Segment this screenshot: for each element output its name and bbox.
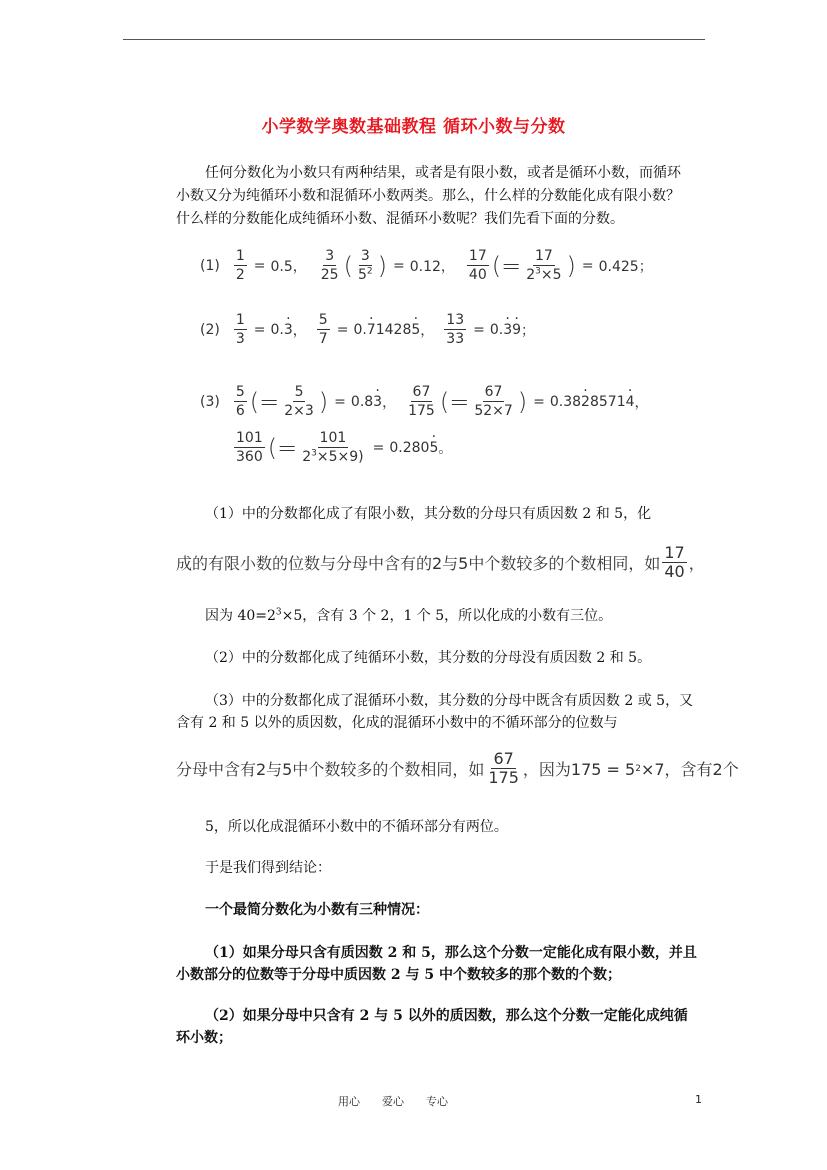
fraction: $\frac{5}{7}$ [318, 312, 328, 347]
conclusion-title: 一个最简分数化为小数有三种情况： [205, 902, 429, 918]
example-1: (1) $\frac{1}{2}$ = 0.5， $\frac{3}{25}$ ( $\frac{3}{5^2}$ ) = 0.12， $\frac{17}{40}$ (= $\frac{17}{2^3\times 5}$ ) = 0.425； [200, 248, 653, 283]
example-3: (3) $\frac{5}{6}$ (= $\frac{5}{2\times 3}$ ) = 0.8 · 3 ， $\frac{67}{175}$ (= $\frac{67}{52\times 7}$ ) = 0.38 · 2 8571 · 4 ， [200, 384, 649, 419]
rule-2-line-1: （2）如果分母中只含有 2 与 5 以外的质因数，那么这个分数一定能化成纯循 [205, 1008, 688, 1024]
fraction: $\frac{17}{2^3\times 5}$ [526, 248, 562, 283]
rule-2-line-2: 环小数； [176, 1030, 232, 1046]
page-number: 1 [695, 1093, 702, 1106]
fraction: $\frac{101}{360}$ [236, 430, 263, 465]
example-3-line-2: $\frac{101}{360}$ (= $\frac{101}{2^3\times 5\times 9)}$ = 0.280 · 5 。 [232, 430, 452, 465]
example-2: (2) $\frac{1}{3}$ = 0. · 3 ， $\frac{5}{7}$ = 0. · 7 1428 · 5 ， $\frac{13}{33}$ = 0. · 3 · 9 ； [200, 312, 535, 347]
fraction: $\frac{3}{25}$ [320, 248, 339, 283]
fraction: $\frac{1}{2}$ [235, 248, 245, 283]
paragraph-1b: 成的有限小数的位数与分母中含有的2与5中个数较多的个数相同，如 $\frac{17}{40}$ ， [176, 543, 705, 581]
fraction: $\frac{13}{33}$ [446, 312, 465, 347]
paragraph-4: 于是我们得到结论： [205, 860, 331, 876]
fraction: $\frac{67}{175}$ [408, 384, 435, 419]
paragraph-3c: 5，所以化成混循环小数中的不循环部分有两位。 [205, 819, 508, 835]
fraction: $\frac{5}{2\times 3}$ [284, 384, 314, 419]
fraction: $\frac{67}{175}$ [488, 749, 519, 787]
paragraph-3b: 分母中含有2与5中个数较多的个数相同，如 $\frac{67}{175}$ ，因为175 = 5 2 ×7，含有2个 [176, 749, 739, 787]
intro-line-1: 任何分数化为小数只有两种结果，或者是有限小数，或者是循环小数，而循环 [205, 165, 681, 181]
rule-1-line-2: 小数部分的位数等于分母中质因数 2 与 5 中个数较多的那个数的个数； [176, 967, 621, 983]
paragraph-3-line-1: （3）中的分数都化成了混循环小数，其分数的分母中既含有质因数 2 或 5，又 [205, 693, 694, 709]
fraction: $\frac{67}{52\times 7}$ [474, 384, 513, 419]
paragraph-1: （1）中的分数都化成了有限小数，其分数的分母只有质因数 2 和 5，化 [205, 506, 652, 522]
intro-line-2: 小数又分为纯循环小数和混循环小数两类。那么，什么样的分数能化成有限小数？ [176, 188, 680, 204]
fraction: $\frac{3}{5^2}$ [357, 248, 373, 283]
header-rule [123, 39, 705, 40]
fraction: $\frac{17}{40}$ [664, 543, 685, 581]
fraction: $\frac{17}{40}$ [468, 248, 487, 283]
paragraph-2: （2）中的分数都化成了纯循环小数，其分数的分母没有质因数 2 和 5。 [205, 650, 652, 666]
intro-line-3: 什么样的分数能化成纯循环小数、混循环小数呢？我们先看下面的分数。 [176, 211, 624, 227]
paragraph-1c: 因为 $40=2^3\times 5$，含有 3 个 2，1 个 5，所以化成的小数有三位。 [205, 607, 613, 624]
fraction: $\frac{101}{2^3\times 5\times 9)}$ [302, 430, 364, 465]
paragraph-3-line-2: 含有 2 和 5 以外的质因数，化成的混循环小数中的不循环部分的位数与 [176, 715, 618, 731]
fraction: $\frac{1}{3}$ [235, 312, 245, 347]
fraction: $\frac{5}{6}$ [235, 384, 245, 419]
rule-1-line-1: （1）如果分母只含有质因数 2 和 5，那么这个分数一定能化成有限小数，并且 [205, 945, 697, 961]
footer-motto: 用心 爱心 专心 [338, 1095, 448, 1108]
page-title: 小学数学奥数基础教程 循环小数与分数 [261, 117, 566, 137]
